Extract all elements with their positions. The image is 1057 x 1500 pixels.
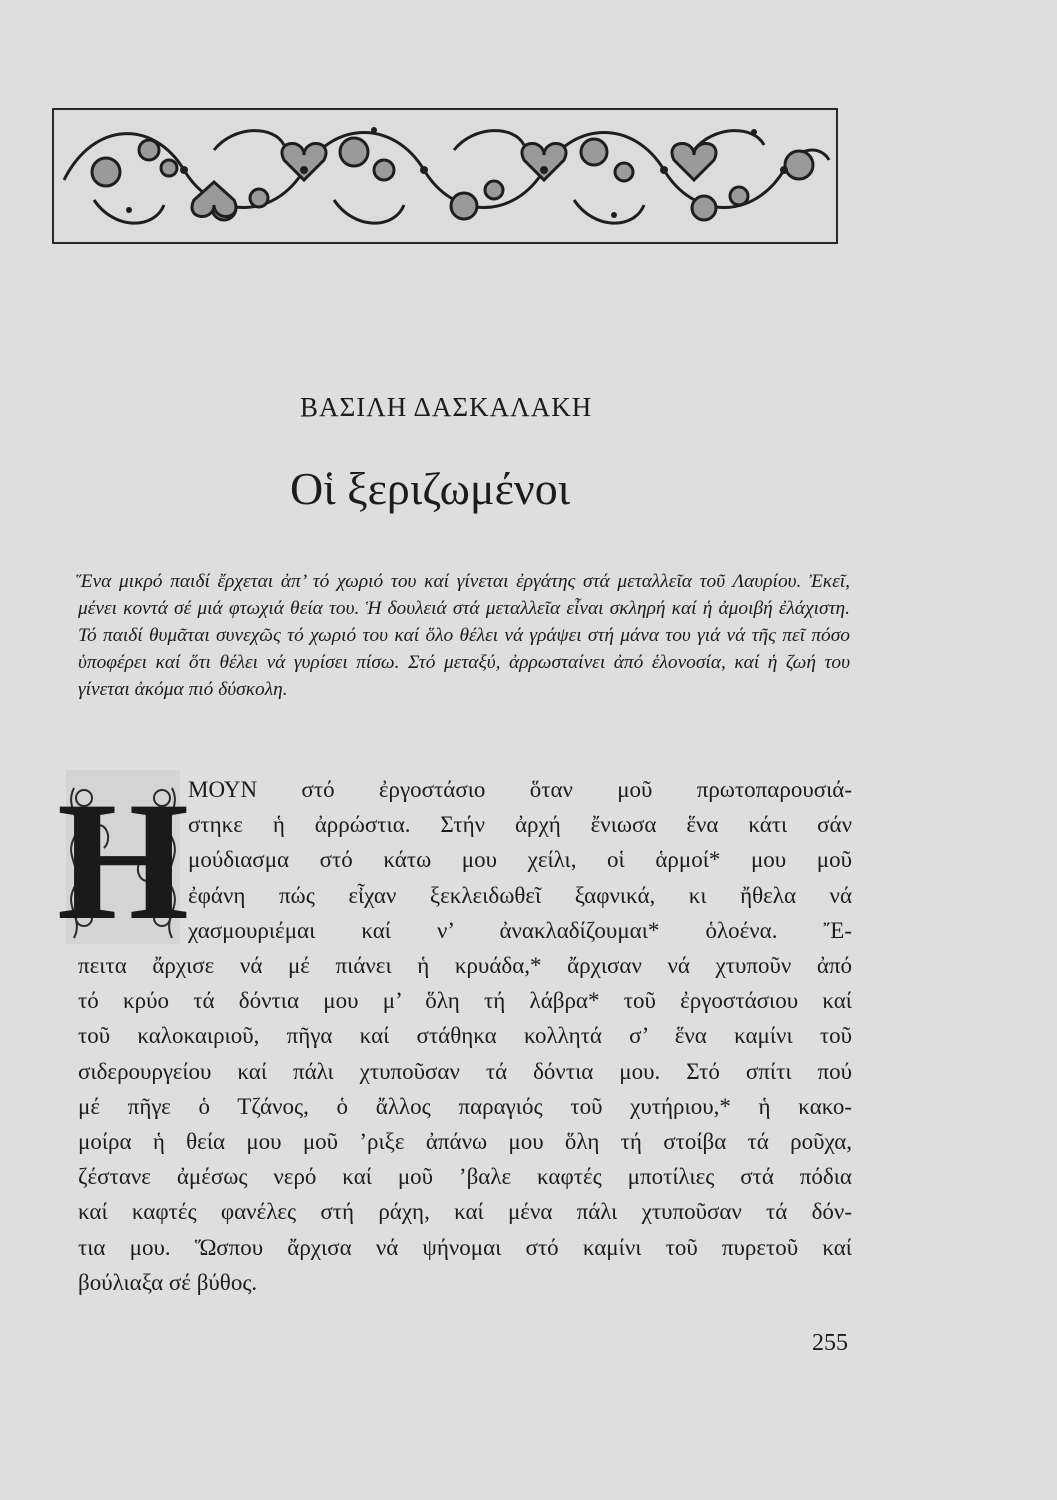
body-line: ἐφάνη πώς εἶχαν ξεκλειδωθεῖ ξαφνικά, κι ἤθελα νά [188, 882, 852, 908]
floral-ornament-icon [54, 110, 836, 242]
body-line: τό κρύο τά δόντια μου μ’ ὅλη τή λάβρα* τοῦ ἐργοστάσιου καί [78, 988, 852, 1014]
body-line: μούδιασμα στό κάτω μου χείλι, οἱ ἁρμοί* μου μοῦ [188, 847, 852, 873]
author-name: ΒΑΣΙΛΗ ΔΑΣΚΑΛΑΚΗ [300, 392, 593, 422]
body-line: μοίρα ἡ θεία μου μοῦ ’ριξε ἀπάνω μου ὅλη τή στοίβα τά ροῦχα, [78, 1129, 852, 1155]
body-line: ΜΟΥΝ στό ἐργοστάσιο ὅταν μοῦ πρωτοπαρουσιά- [188, 777, 852, 802]
story-body [78, 772, 852, 1300]
story-summary: Ἕνα μικρό παιδί ἔρχεται ἀπ’ τό χωριό του καί γίνεται ἐργάτης στά μεταλλεῖα τοῦ Λαυρίου. Ἐκεῖ, μένει κοντά σέ μιά φτωχιά θεία του. Ἡ δουλειά στά μεταλλεῖα εἶναι σκληρή καί ἡ ἀμοιβή ἐλάχιστη. Τό παιδί θυμᾶται συνεχῶς τό χωριό του καί ὅλο θέλει νά γράψει στή μάνα του γιά νά τῆς πεῖ πόσο ὑποφέρει καί ὅτι θέλει νά γυρίσει πίσω. Στό μεταξύ, ἀρρωσταίνει ἀπό ἑλονοσία, καί ἡ ζωή του γίνεται ἀκόμα πιό δύσκολη. [76, 571, 850, 700]
body-line: στηκε ἡ ἀρρώστια. Στήν ἀρχή ἔνιωσα ἕνα κάτι σάν [188, 812, 852, 838]
drop-cap-letter: Η [56, 767, 190, 955]
story-title: Οἱ ξεριζωμένοι [290, 463, 571, 514]
body-line: τια μου. Ὥσπου ἄρχισα νά ψήνομαι στό καμίνι τοῦ πυρετοῦ καί [78, 1234, 852, 1260]
body-line: καί καφτές φανέλες στή ράχη, καί μένα πάλι χτυποῦσαν τά δόν- [78, 1199, 852, 1225]
page-number: 255 [812, 1330, 848, 1356]
body-line: μέ πῆγε ὁ Τζάνος, ὁ ἄλλος παραγιός τοῦ χυτήριου,* ἡ κακο- [78, 1093, 852, 1119]
body-line: τοῦ καλοκαιριοῦ, πῆγα καί στάθηκα κολλητά σ’ ἕνα καμίνι τοῦ [78, 1023, 852, 1049]
body-line: βούλιαξα σέ βύθος. [78, 1269, 258, 1295]
body-line: σιδερουργείου καί πάλι χτυποῦσαν τά δόντια μου. Στό σπίτι πού [78, 1058, 852, 1084]
body-line: ζέστανε ἀμέσως νερό καί μοῦ ’βαλε καφτές μποτίλιες στά πόδια [78, 1164, 852, 1190]
decorative-header-band [52, 108, 838, 244]
body-line: πειτα ἄρχισε νά μέ πιάνει ἡ κρυάδα,* ἄρχισαν νά χτυποῦν ἀπό [78, 953, 852, 979]
body-line: χασμουριέμαι καί ν’ ἀνακλαδίζουμαι* ὁλοένα. Ἔ- [188, 917, 852, 943]
